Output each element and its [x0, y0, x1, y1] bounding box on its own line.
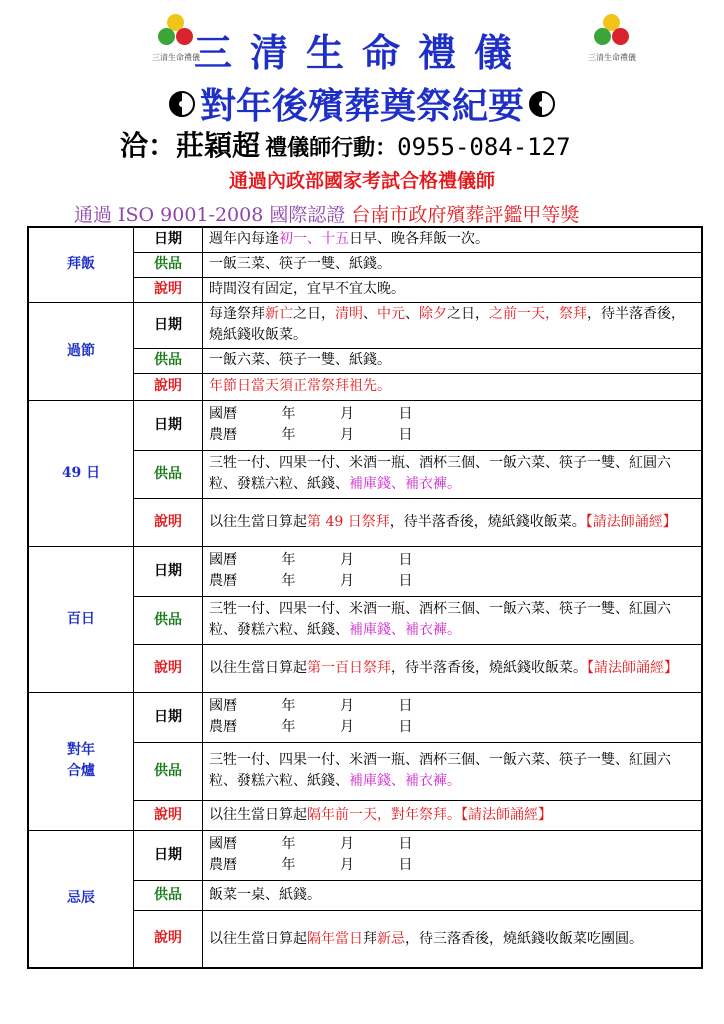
label-offering: 供品 — [134, 348, 203, 373]
table-row — [28, 692, 702, 742]
contact-prefix: 洽： — [120, 129, 177, 162]
jichen-date: 國曆 年 月 日 農曆 年 月 日 — [203, 830, 703, 880]
baifan-offering: 一飯三菜、筷子一雙、紙錢。 — [203, 252, 703, 277]
d100-date: 國曆 年 月 日 農曆 年 月 日 — [203, 546, 703, 596]
d49-offering: 三牲一付、四果一付、米酒一瓶、酒杯三個、一飯六菜、筷子一雙、紅圓六粒、發糕六粒、紙錢、補庫錢、補衣褲。 — [203, 450, 703, 498]
logo-caption: 三清生命禮儀 — [588, 53, 636, 62]
baifan-date: 週年內每逢初一、十五日早、晚各拜飯一次。 — [203, 227, 703, 252]
d49-date: 國曆 年 月 日 農曆 年 月 日 — [203, 400, 703, 450]
duinian-date: 國曆 年 月 日 農曆 年 月 日 — [203, 692, 703, 742]
guojie-note: 年節日當天須正常祭拜祖先。 — [203, 373, 703, 400]
d100-offering: 三牲一付、四果一付、米酒一瓶、酒杯三個、一飯六菜、筷子一雙、紅圓六粒、發糕六粒、紙錢、補庫錢、補衣褲。 — [203, 596, 703, 644]
duinian-offering: 三牲一付、四果一付、米酒一瓶、酒杯三個、一飯六菜、筷子一雙、紅圓六粒、發糕六粒、紙錢、補庫錢、補衣褲。 — [203, 742, 703, 800]
contact-phone: 0955-084-127 — [397, 133, 571, 161]
iso-certification: 通過 ISO 9001-2008 國際認證 — [74, 204, 346, 226]
label-note: 說明 — [134, 800, 203, 830]
guojie-offering: 一飯六菜、筷子一雙、紙錢。 — [203, 348, 703, 373]
company-title: 三清生命禮儀 — [193, 30, 530, 75]
section-name-49: 49 日 — [28, 400, 134, 546]
subtitle-row — [0, 78, 724, 129]
label-note: 說明 — [134, 910, 203, 968]
d100-note: 以往生當日算起第一百日祭拜，待半落香後，燒紙錢收飯菜。【請法師誦經】 — [203, 644, 703, 692]
label-date: 日期 — [134, 302, 203, 348]
table-row — [28, 227, 702, 252]
baifan-note: 時間沒有固定，宜早不宜太晚。 — [203, 277, 703, 302]
label-date: 日期 — [134, 227, 203, 252]
contact-line — [120, 124, 571, 164]
label-note: 說明 — [134, 373, 203, 400]
label-date: 日期 — [134, 830, 203, 880]
award-text: 台南市政府殯葬評鑑甲等獎 — [351, 204, 580, 226]
label-offering: 供品 — [134, 596, 203, 644]
label-offering: 供品 — [134, 880, 203, 910]
section-name-duinian: 對年 合爐 — [28, 692, 134, 830]
table-row — [28, 302, 702, 348]
label-note: 說明 — [134, 644, 203, 692]
ritual-schedule-table — [27, 226, 703, 969]
duinian-note: 以往生當日算起隔年前一天，對年祭拜。【請法師誦經】 — [203, 800, 703, 830]
label-offering: 供品 — [134, 450, 203, 498]
contact-name: 莊穎超 — [176, 129, 261, 162]
table-row — [28, 830, 702, 880]
section-name-guojie: 過節 — [28, 302, 134, 400]
section-name-baifan: 拜飯 — [28, 227, 134, 302]
document-subtitle: 對年後殯葬奠祭紀要 — [199, 85, 524, 127]
label-note: 說明 — [134, 498, 203, 546]
certification-line-2 — [74, 200, 579, 227]
table-row — [28, 400, 702, 450]
guojie-date: 每逢祭拜新亡之日，清明、中元、除夕之日，之前一天，祭拜，待半落香後，燒紙錢收飯菜。 — [203, 302, 703, 348]
yin-yang-icon — [529, 91, 555, 117]
yin-yang-icon — [169, 91, 195, 117]
section-name-jichen: 忌辰 — [28, 830, 134, 968]
section-name-100: 百日 — [28, 546, 134, 692]
label-date: 日期 — [134, 692, 203, 742]
label-date: 日期 — [134, 546, 203, 596]
table-row — [28, 546, 702, 596]
label-offering: 供品 — [134, 252, 203, 277]
logo-caption: 三清生命禮儀 — [152, 53, 200, 62]
jichen-offering: 飯菜一桌、紙錢。 — [203, 880, 703, 910]
label-offering: 供品 — [134, 742, 203, 800]
contact-role: 禮儀師行動： — [265, 135, 398, 161]
d49-note: 以往生當日算起第 49 日祭拜，待半落香後，燒紙錢收飯菜。【請法師誦經】 — [203, 498, 703, 546]
label-note: 說明 — [134, 277, 203, 302]
jichen-note: 以往生當日算起隔年當日拜新忌，待三落香後，燒紙錢收飯菜吃團圓。 — [203, 910, 703, 968]
certification-line-1: 通過內政部國家考試合格禮儀師 — [228, 170, 495, 192]
label-date: 日期 — [134, 400, 203, 450]
